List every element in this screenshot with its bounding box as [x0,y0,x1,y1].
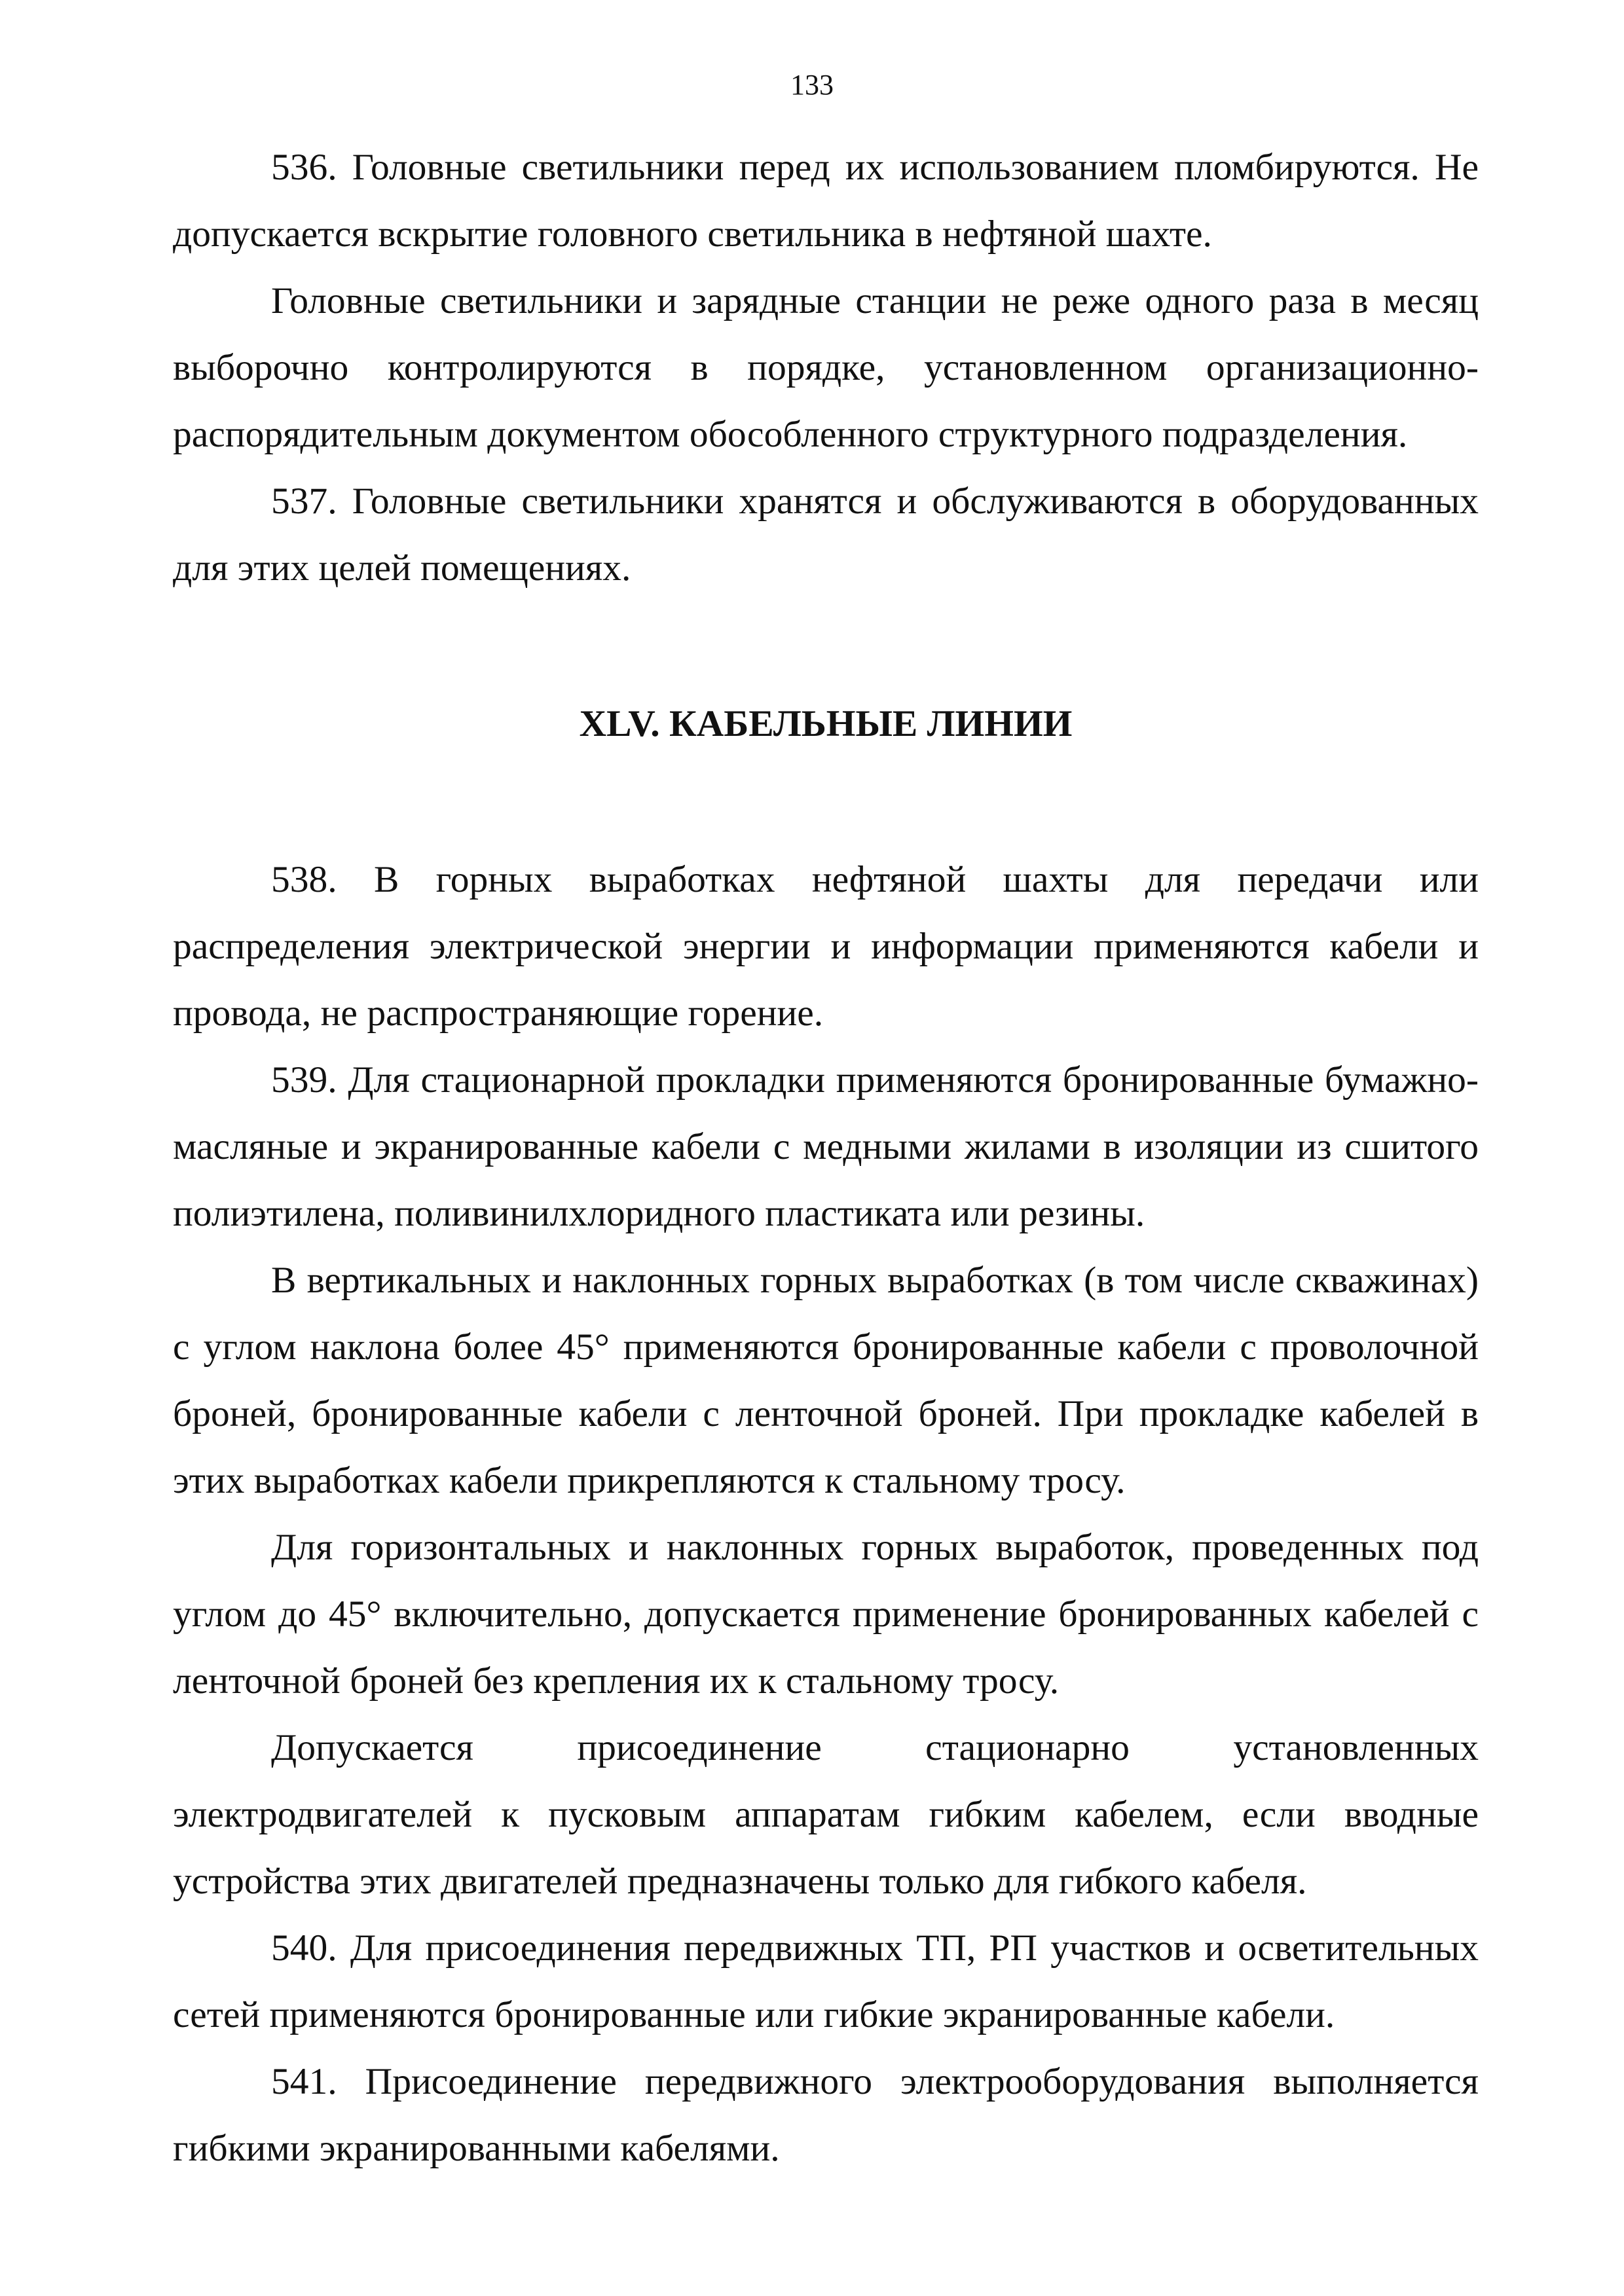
section-heading: XLV. КАБЕЛЬНЫЕ ЛИНИИ [579,703,1073,744]
paragraph-536-continued [173,268,1479,468]
paragraph-536 [173,134,1479,268]
clause-number: 538. [271,859,337,900]
clause-number: 541. [271,2061,337,2102]
paragraph-text: Головные светильники и зарядные станции не реже одного раза в месяц выборочно контролируются в порядке, установленном организационно-распорядительным документом обособленного структурного подразделения. [173,280,1479,455]
paragraph-text: Головные светильники перед их использованием пломбируются. Не допускается вскрытие головного светильника в нефтяной шахте. [173,147,1479,255]
paragraph-538 [173,847,1479,1047]
clause-number: 540. [271,1927,337,1969]
paragraph-text: В вертикальных и наклонных горных выработках (в том числе скважинах) с углом наклона более 45° применяются бронированные кабели с проволочной броней, бронированные кабели с ленточной броней. При прокладке кабелей в этих выработках кабели прикрепляются к стальному тросу. [173,1260,1479,1501]
document-body [173,134,1479,2182]
clause-number: 537. [271,481,337,522]
clause-number: 539. [271,1059,337,1101]
paragraph-text: Для стационарной прокладки применяются бронированные бумажно-масляные и экранированные кабели с медными жилами в изоляции из сшитого полиэтилена, поливинилхлоридного пластиката или резины. [173,1059,1479,1234]
paragraph-539-motors [173,1715,1479,1915]
paragraph-541 [173,2049,1479,2182]
paragraph-539-vertical [173,1247,1479,1514]
paragraph-539-horizontal [173,1514,1479,1715]
clause-number: 536. [271,147,337,188]
paragraph-537 [173,468,1479,602]
paragraph-text: Для горизонтальных и наклонных горных выработок, проведенных под углом до 45° включительно, допускается применение бронированных кабелей с ленточной броней без крепления их к стальному тросу. [173,1527,1479,1702]
paragraph-text: Присоединение передвижного электрооборудования выполняется гибкими экранированными кабелями. [173,2061,1479,2169]
paragraph-text: Головные светильники хранятся и обслуживаются в оборудованных для этих целей помещениях. [173,481,1479,589]
paragraph-text: Допускается присоединение стационарно установленных электродвигателей к пусковым аппаратам гибким кабелем, если вводные устройства этих двигателей предназначены только для гибкого кабеля. [173,1727,1479,1902]
paragraph-540 [173,1915,1479,2049]
paragraph-text: В горных выработках нефтяной шахты для передачи или распределения электрической энергии и информации применяются кабели и провода, не распространяющие горение. [173,859,1479,1034]
paragraph-539 [173,1047,1479,1247]
paragraph-text: Для присоединения передвижных ТП, РП участков и осветительных сетей применяются бронированные или гибкие экранированные кабели. [173,1927,1479,2035]
page-number: 133 [790,69,834,101]
